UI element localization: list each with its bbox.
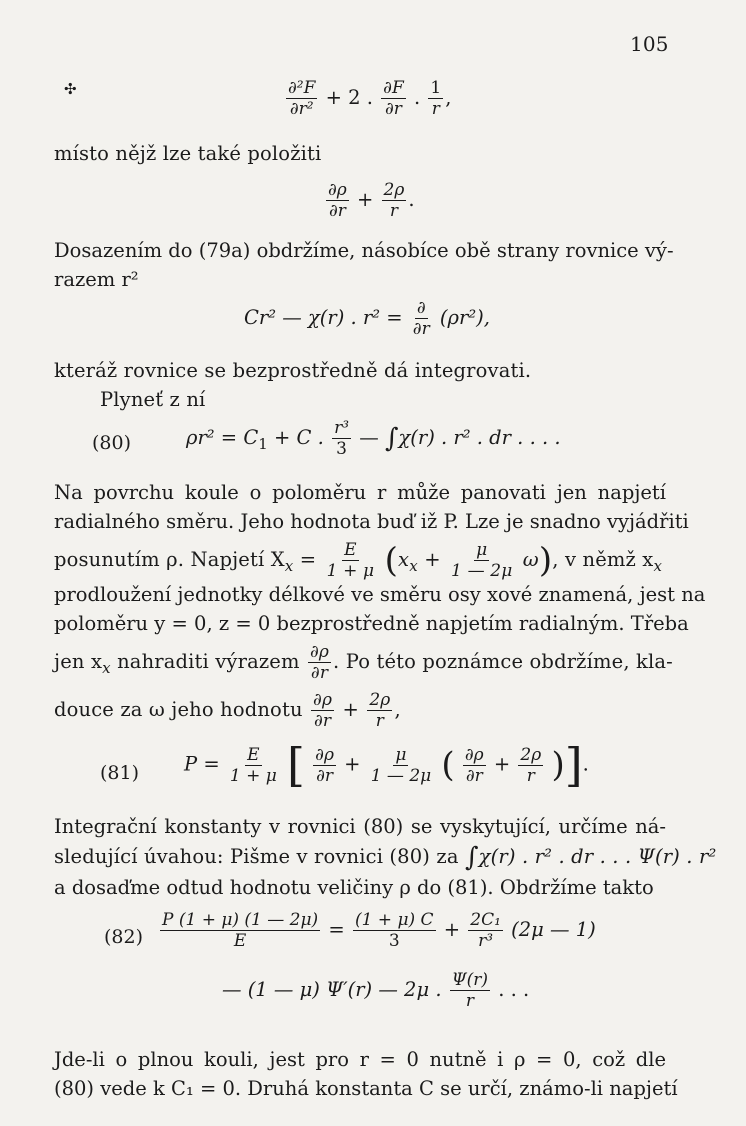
- paragraph-jde-li: Jde-li o plnou kouli, jest pro r = 0 nutně i ρ = 0, což dle (80) vede k C₁ = 0. Druhá konstanta C se určí, známo-li napjetí: [54, 1048, 678, 1100]
- equation-82-line1: $\frac{P (1 + \mu) (1 — 2\mu)}{E}$ = $\frac{(1 + \mu) C}{3}$ + $\frac{\text{2C₁}}{\text{r³}}$ (2μ — 1): [162, 910, 596, 951]
- ornament-icon: ✣: [64, 80, 77, 98]
- equation-cr: Cr² — χ(r) . r² = $\frac{\partial}{\partial r}$ (ρr²),: [244, 298, 490, 339]
- text-ktera: kteráž rovnice se bezprostředně dá integrovati.: [54, 359, 532, 382]
- equation-80: $\rho r^2 = C_1 + C$ . $\frac{\text{r³}}{3}$ — ∫χ(r) . r² . dr . . . .: [186, 418, 561, 459]
- text-plynet: Plyneť z ní: [100, 388, 206, 411]
- paragraph-dosazenim: Dosazením do (79a) obdržíme, násobíce obě strany rovnice vý- razem r²: [54, 239, 674, 291]
- line-posunutim: posunutím ρ. Napjetí $X_x$ = $\frac{E}{1 + \mu}$ ($x_x$ + $\frac{\mu}{1 — 2\mu}$ ω), v němž $x_x$: [54, 540, 663, 581]
- line-sledujici: sledující úvahou: Pišme v rovnici (80) za ∫χ(r) . r² . dr . . . Ψ(r) . r²: [54, 842, 717, 873]
- paragraph-dosadme: a dosaďme odtud hodnotu veličiny ρ do (81). Obdržíme takto: [54, 876, 654, 899]
- line-nahraditi: jen $x_x$ nahraditi výrazem $\frac{\partial\rho}{\partial r}$ . Po této poznámce obdržíme, kla-: [54, 642, 673, 683]
- equation-label-81: (81): [100, 762, 140, 784]
- equation-label-82: (82): [104, 926, 144, 948]
- text-misto: místo nějž lze také položiti: [54, 142, 322, 165]
- equation-81: P = $\frac{E}{1 + \mu}$ [ $\frac{\partial\rho}{\partial r}$ + $\frac{\mu}{1 — 2\mu}$ ( $\frac{\partial\rho}{\partial r}$ + $\frac{2\rho}{r}$ )].: [184, 738, 589, 792]
- equation-drho: $\frac{\partial\rho}{\partial r}$ + $\frac{2\rho}{r}$ .: [328, 180, 415, 221]
- paragraph-prodlouzeni: prodloužení jednotky délkové ve směru osy xové znamená, jest na poloměru y = 0, z = 0 bezprostředně napjetím radialným. Třeba: [54, 583, 706, 635]
- equation-82-line2: — (1 — μ) Ψ′(r) — 2μ . $\frac{\Psi(r)}{r}$ . . .: [222, 970, 530, 1011]
- line-douce: douce za ω jeho hodnotu $\frac{\partial\rho}{\partial r}$ + $\frac{2\rho}{r}$ ,: [54, 690, 401, 731]
- equation-label-80: (80): [92, 432, 132, 454]
- equation-second-derivative: $\frac{\text{∂²F}}{\text{∂r²}}$ + 2 . $\frac{\partial F}{\partial r}$ . $\frac{1}{r}$ ,: [288, 78, 452, 119]
- paragraph-integracni: Integrační konstanty v rovnici (80) se vyskytující, určíme ná-: [54, 815, 666, 838]
- page-number: 105: [630, 32, 669, 56]
- paragraph-na-povrchu: Na povrchu koule o poloměru r může panovati jen napjetí radialného směru. Jeho hodnota buď iž P. Lze je snadno vyjádřiti: [54, 481, 689, 533]
